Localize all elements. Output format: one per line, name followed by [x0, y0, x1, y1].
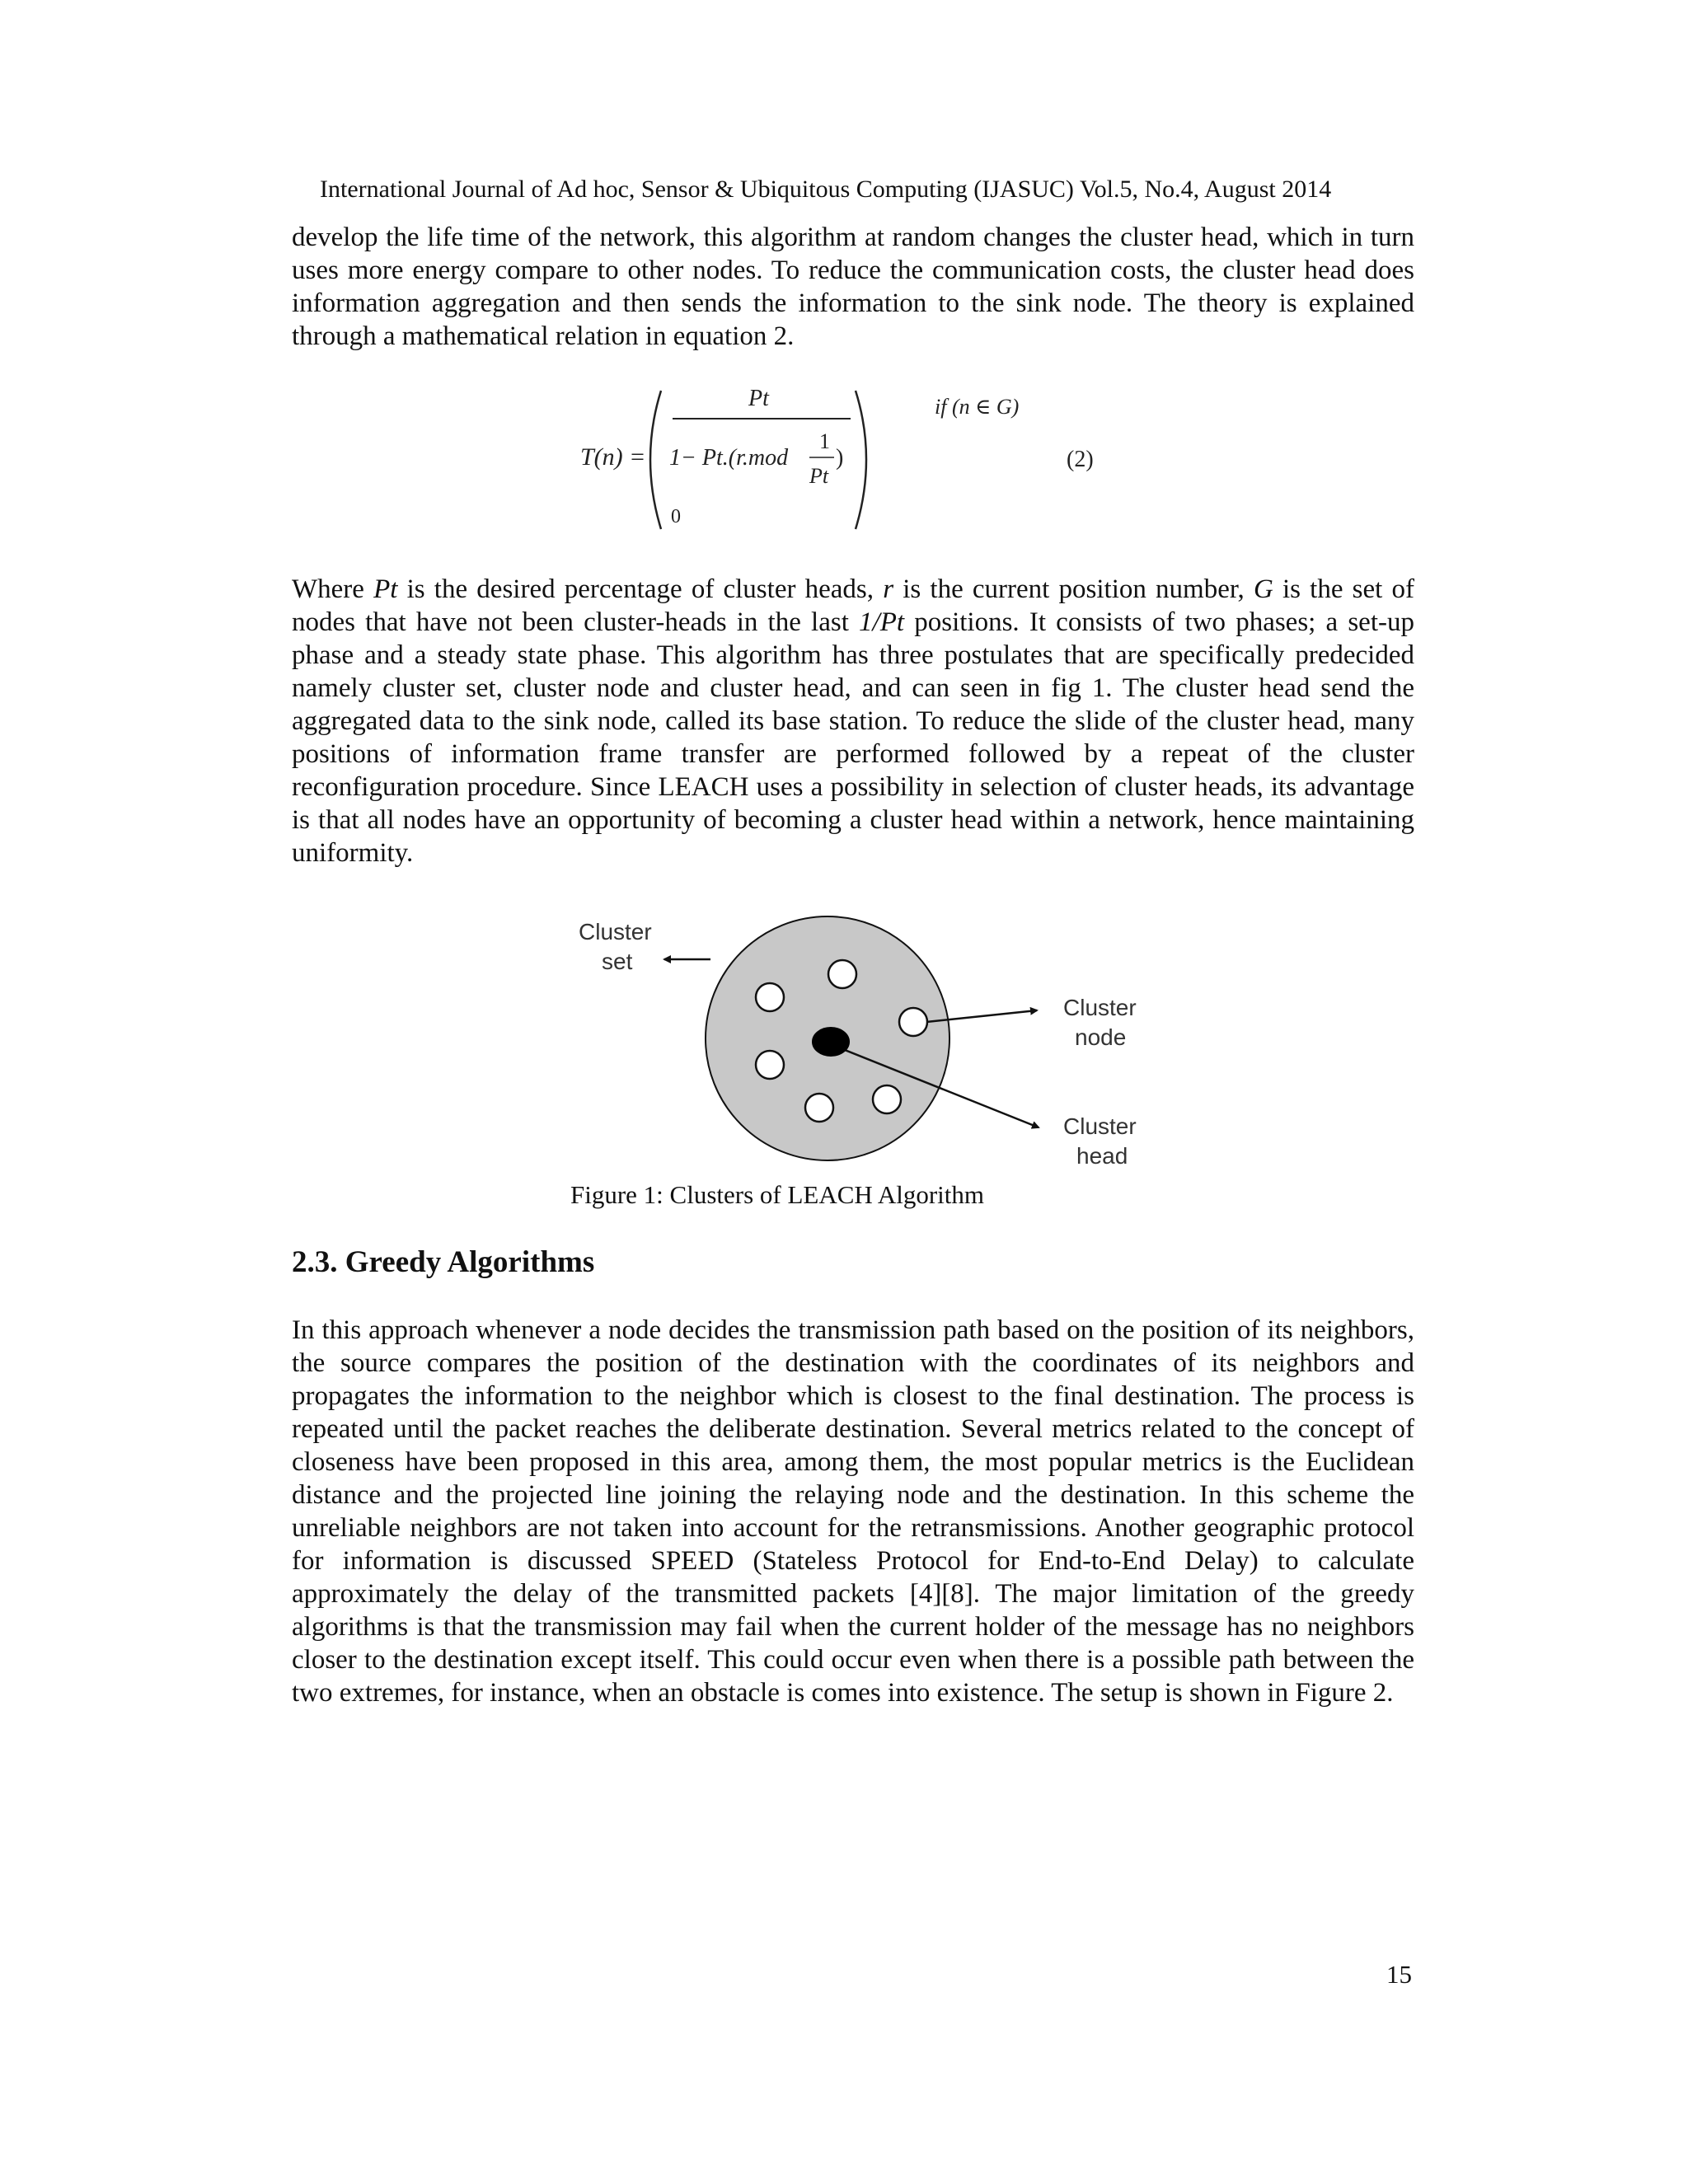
- cluster-node: [828, 960, 856, 988]
- cluster-head-node: [813, 1028, 849, 1056]
- figure-1-caption: Figure 1: Clusters of LEACH Algorithm: [570, 1180, 985, 1209]
- equation-lhs: T(n) =: [580, 443, 646, 471]
- cluster-node: [756, 983, 784, 1011]
- equation-right-paren: [856, 391, 866, 529]
- equation-left-paren: [650, 391, 661, 529]
- cluster-node: [805, 1094, 833, 1122]
- page-number: 15: [1386, 1960, 1412, 1989]
- label-cluster-set-line2: set: [602, 949, 633, 974]
- equation-inner-numerator: 1: [819, 429, 830, 453]
- section-heading-greedy: 2.3. Greedy Algorithms: [292, 1245, 595, 1279]
- var-r: r: [883, 574, 894, 604]
- equation-inner-denominator: Pt: [809, 464, 829, 488]
- var-pt: Pt: [373, 574, 398, 604]
- var-inverse-pt: 1/Pt: [859, 607, 905, 637]
- cluster-node: [756, 1051, 784, 1079]
- cluster-node: [899, 1008, 927, 1036]
- var-g: G: [1253, 574, 1273, 604]
- label-cluster-head-line2: head: [1076, 1143, 1128, 1169]
- text-run: positions. It consists of two phases; a set-up phase and a steady state phase. This algorithm has three postulates that are specifically predecided namely cluster set, cluster node and cluster head, and can seen in fig 1. The cluster head send the aggregated data to the sink node, called its base station. To reduce the slide of the cluster head, many positions of information frame transfer are performed followed by a repeat of the cluster reconfiguration procedure. Since LEACH uses a possibility in selection of cluster heads, its advantage is that all nodes have an opportunity of becoming a cluster head within a network, hence maintaining uniformity.: [292, 607, 1414, 868]
- equation-denominator-prefix: 1− Pt.(r.mod: [669, 445, 789, 471]
- paragraph-greedy-algorithms: In this approach whenever a node decides the transmission path based on the position of its neighbors, the source compares the position of the destination with the coordinates of its neighbors and propagates the information to the neighbor which is closest to the final destination. The process is repeated until the packet reaches the deliberate destination. Several metrics related to the concept of closeness have been proposed in this area, among them, the most popular metrics is the Euclidean distance and the projected line joining the relaying node and the destination. In this scheme the unreliable neighbors are not taken into account for the retransmissions. Another geographic protocol for information is discussed SPEED (Stateless Protocol for End-to-End Delay) to calculate approximately the delay of the transmitted packets [4][8]. The major limitation of the greedy algorithms is that the transmission may fail when the current holder of the message has no neighbors closer to the destination except itself. This could occur even when there is a possible path between the two extremes, for instance, when an obstacle is comes into existence. The setup is shown in Figure 2.: [292, 1315, 1414, 1708]
- paragraph-leach-intro: develop the life time of the network, this algorithm at random changes the cluster head, which in turn uses more energy compare to other nodes. To reduce the communication costs, the cluster head does information aggregation and then sends the information to the sink node. The theory is explained through a mathematical relation in equation 2.: [292, 223, 1414, 351]
- text-run: is the desired percentage of cluster heads,: [397, 574, 884, 604]
- equation-condition: if (n ∈ G): [935, 395, 1020, 419]
- text-run: is the set of nodes that have not been cluster-heads in the last: [292, 574, 1414, 637]
- paragraph-leach-details: [292, 573, 1414, 869]
- equation-number: (2): [1067, 447, 1094, 472]
- equation-numerator: Pt: [748, 386, 769, 411]
- label-cluster-node-line2: node: [1075, 1024, 1127, 1050]
- cluster-node: [873, 1085, 901, 1113]
- equation-denominator-suffix: ): [836, 445, 844, 471]
- running-header: International Journal of Ad hoc, Sensor & Ubiquitous Computing (IJASUC) Vol.5, No.4, August 2014: [320, 176, 1332, 203]
- text-run: Where: [292, 574, 374, 604]
- label-cluster-node-line1: Cluster: [1063, 995, 1137, 1020]
- figure-1-leach-clusters: [569, 905, 1162, 1177]
- equation-2: [569, 381, 1113, 537]
- text-run: is the current position number,: [893, 574, 1254, 604]
- equation-zero-case: 0: [671, 506, 681, 527]
- label-cluster-set-line1: Cluster: [579, 919, 652, 944]
- label-cluster-head-line1: Cluster: [1063, 1113, 1137, 1139]
